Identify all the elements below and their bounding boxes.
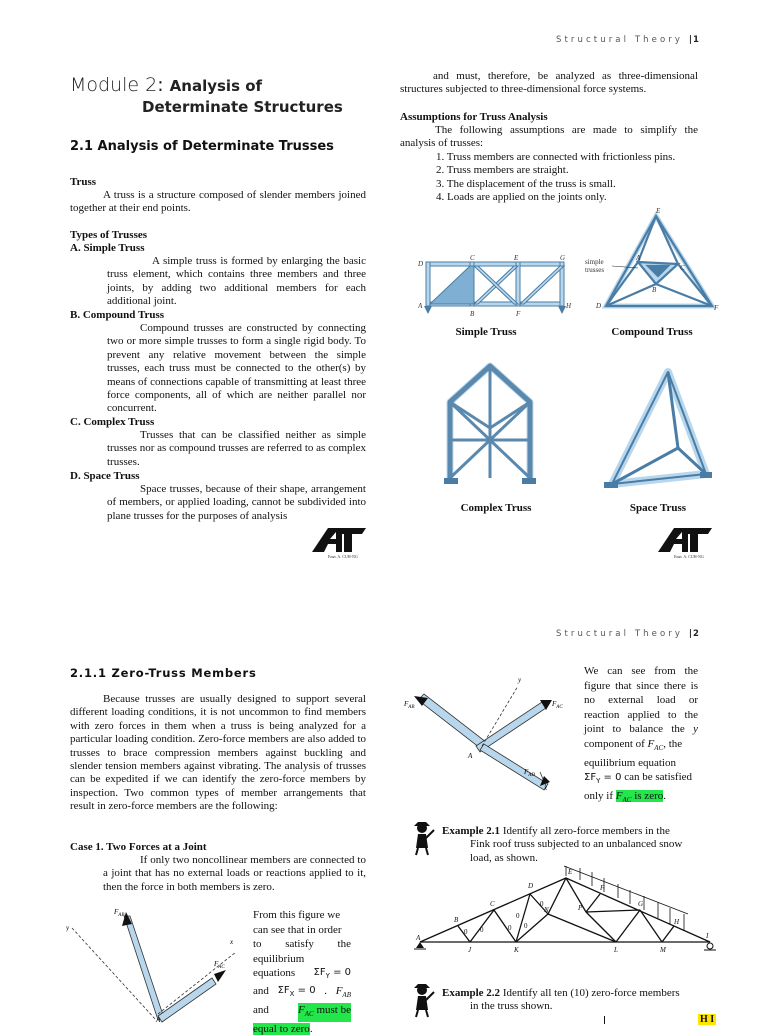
svg-text:y: y <box>518 676 522 684</box>
example-2-2: Example 2.2 Identify all ten (10) zero-force members in the truss shown. <box>442 987 680 1013</box>
author-logo <box>654 524 714 558</box>
case1-text: If only two noncollinear members are connected to a joint that has no external loads or reactions applied to it, then the force in both members is zero. <box>103 854 366 893</box>
space-truss-heading: D. Space Truss <box>70 470 140 482</box>
joint-label: A <box>636 254 641 262</box>
space-truss-continuation: and must, therefore, be analyzed as three-dimensional structures subjected to three-dimensional force systems. <box>400 70 698 96</box>
svg-text:0: 0 <box>480 926 484 934</box>
joint-label: C <box>680 264 685 272</box>
simple-truss-caption: Simple Truss <box>455 326 517 338</box>
svg-text:I: I <box>706 932 709 940</box>
svg-text:K: K <box>514 946 519 954</box>
simple-trusses-label: simple <box>585 258 604 266</box>
joint-label: D <box>418 260 424 268</box>
section-heading: 2.1 Analysis of Determinate Trusses <box>70 139 334 154</box>
space-truss-caption: Space Truss <box>629 502 687 514</box>
example-2-1: Example 2.1 Identify all zero-force members in the Fink roof truss subjected to an unbalanced snow load, as shown. <box>442 825 683 864</box>
joint-label: F <box>516 310 521 318</box>
figure-edge <box>604 1016 605 1024</box>
simple-truss-heading: A. Simple Truss <box>70 242 145 254</box>
svg-text:N: N <box>544 906 549 914</box>
svg-text:FAC: $F_{AC}$ <box>552 700 563 710</box>
joint-label: A <box>418 302 423 310</box>
assumptions-intro: The following assumptions are made to simplify the analysis of trusses: <box>400 124 698 150</box>
svg-text:A: A <box>156 1016 161 1024</box>
svg-text:B: B <box>454 916 459 924</box>
author-logo <box>308 524 368 558</box>
svg-text:J: J <box>468 946 472 954</box>
complex-truss-heading: C. Complex Truss <box>70 416 155 428</box>
svg-text:0: 0 <box>464 928 468 936</box>
truss-heading: Truss <box>70 176 97 188</box>
assumption-item: 3. The displacement of the truss is small. <box>436 177 616 190</box>
example-icon <box>406 980 436 1018</box>
joint-label: C <box>470 254 475 262</box>
complex-truss-figure <box>440 358 540 498</box>
svg-text:0: 0 <box>524 922 528 930</box>
svg-text:C: C <box>490 900 495 908</box>
subsection-heading: 2.1.1 Zero-Truss Members <box>70 666 257 680</box>
svg-text:FAD: $F_{AD}$ <box>524 768 535 778</box>
svg-text:H: H <box>674 918 680 926</box>
assumptions-list <box>436 151 675 205</box>
svg-text:M: M <box>660 946 666 954</box>
space-truss-figure <box>604 364 714 496</box>
joint-label: H <box>566 302 572 310</box>
compound-truss-caption: Compound Truss <box>611 326 693 338</box>
svg-text:FAB: $F_{AB}$ <box>404 700 415 710</box>
cropped-figure-label: H I <box>700 1014 715 1025</box>
space-truss-text: Space trusses, because of their shape, arrangement of members, or applied loading, cannot be subdivided into plane trusses for the purposes of analysis <box>107 483 366 522</box>
svg-text:F: F <box>600 884 605 892</box>
logo-caption: Engr. A. CUH-NG <box>328 554 358 558</box>
svg-text:0: 0 <box>516 912 520 920</box>
types-heading: Types of Trusses <box>70 229 148 241</box>
page2-header: Structural Theory |2 <box>556 629 700 639</box>
svg-text:FAB: $F_{AB}$ <box>114 908 125 918</box>
svg-text:P: P <box>578 904 583 912</box>
svg-text:y: y <box>66 924 70 932</box>
assumption-item: 4. Loads are applied on the joints only. <box>436 191 607 204</box>
svg-text:0: 0 <box>508 924 512 932</box>
joint-label: B <box>652 286 657 294</box>
svg-text:A: A <box>468 752 473 760</box>
case2-explanation: We can see from the figure that since there is no external load or reaction applied to the joint to balance the y component of $F_{AC}$, the equilibrium equation $\Sigma F_Y = 0$ can be satisfied only if $F_{AC}$ is zero. <box>584 665 698 805</box>
svg-text:0: 0 <box>540 900 544 908</box>
compound-truss-figure <box>584 206 724 326</box>
assumptions-heading: Assumptions for Truss Analysis <box>400 111 548 123</box>
svg-text:D: D <box>528 882 534 890</box>
svg-text:L: L <box>614 946 618 954</box>
page1-header: Structural Theory |1 <box>556 35 700 45</box>
module-title-line2: Determinate Structures <box>142 98 343 116</box>
compound-truss-heading: B. Compound Truss <box>70 309 165 321</box>
svg-text:FAC: $F_{AC}$ <box>214 960 225 970</box>
example-icon <box>406 818 436 856</box>
joint-label: B <box>470 310 475 318</box>
svg-text:E: E <box>568 868 573 876</box>
assumption-item: 2. Truss members are straight. <box>436 164 569 177</box>
three-force-joint-figure <box>400 672 570 800</box>
svg-text:G: G <box>638 900 644 908</box>
logo-caption: Engr. A. CUH-NG <box>674 554 704 558</box>
compound-truss-text: Compound trusses are constructed by connecting two or more simple trusses to form a single rigid body. To prevent any relative movement between the simple trusses, each truss must be connected to the other(s) by means of connections capable of transmitting at least three force components, all of which are neither parallel nor concurrent. <box>107 322 366 415</box>
two-force-joint-figure <box>66 904 246 1024</box>
svg-text:A: A <box>416 934 421 942</box>
svg-text:x: x <box>544 784 548 792</box>
simple-truss-text: A simple truss is formed by enlarging the basic truss element, which contains three members and three joints, by adding two additional members for each additional joint. <box>107 255 366 308</box>
joint-label: D <box>596 302 602 310</box>
complex-truss-text: Trusses that can be classified neither as simple trusses nor as compound trusses are referred to as complex trusses. <box>107 429 366 468</box>
zero-force-intro: Because trusses are usually designed to support several different loading conditions, it is not uncommon to find members with zero forces in them when a truss is being analyzed for a particular loading condition. Zero-force members are also added to trusses to brace compression members against buckling and slender tension members against vibrating. The analysis of trusses can be expedited if we can identify the zero-force members by inspection. Two common types of member arrangements that result in zero-force members are the following: <box>70 693 366 813</box>
svg-text:x: x <box>230 938 234 946</box>
complex-truss-caption: Complex Truss <box>460 502 532 514</box>
joint-label: E <box>656 207 661 215</box>
case1-explanation: From this figure we can see that in order to satisfy the equilibrium equations $\Sigma F_Y = 0$ and $\Sigma F_X = 0$ . $F_{AB}$ and $F_{AC}$ must be equal to zero. <box>253 909 351 1035</box>
joint-label: G <box>560 254 566 262</box>
module-title: Module 2: Analysis of <box>70 74 263 96</box>
joint-label: E <box>514 254 519 262</box>
simple-trusses-label: trusses <box>585 266 605 274</box>
assumption-item: 1. Truss members are connected with frictionless pins. <box>436 151 676 163</box>
simple-truss-figure <box>418 252 578 322</box>
case1-heading: Case 1. Two Forces at a Joint <box>70 841 207 853</box>
truss-text: A truss is a structure composed of slender members joined together at their end points. <box>70 189 366 215</box>
fink-truss-figure <box>412 862 718 962</box>
joint-label: F <box>714 304 719 312</box>
